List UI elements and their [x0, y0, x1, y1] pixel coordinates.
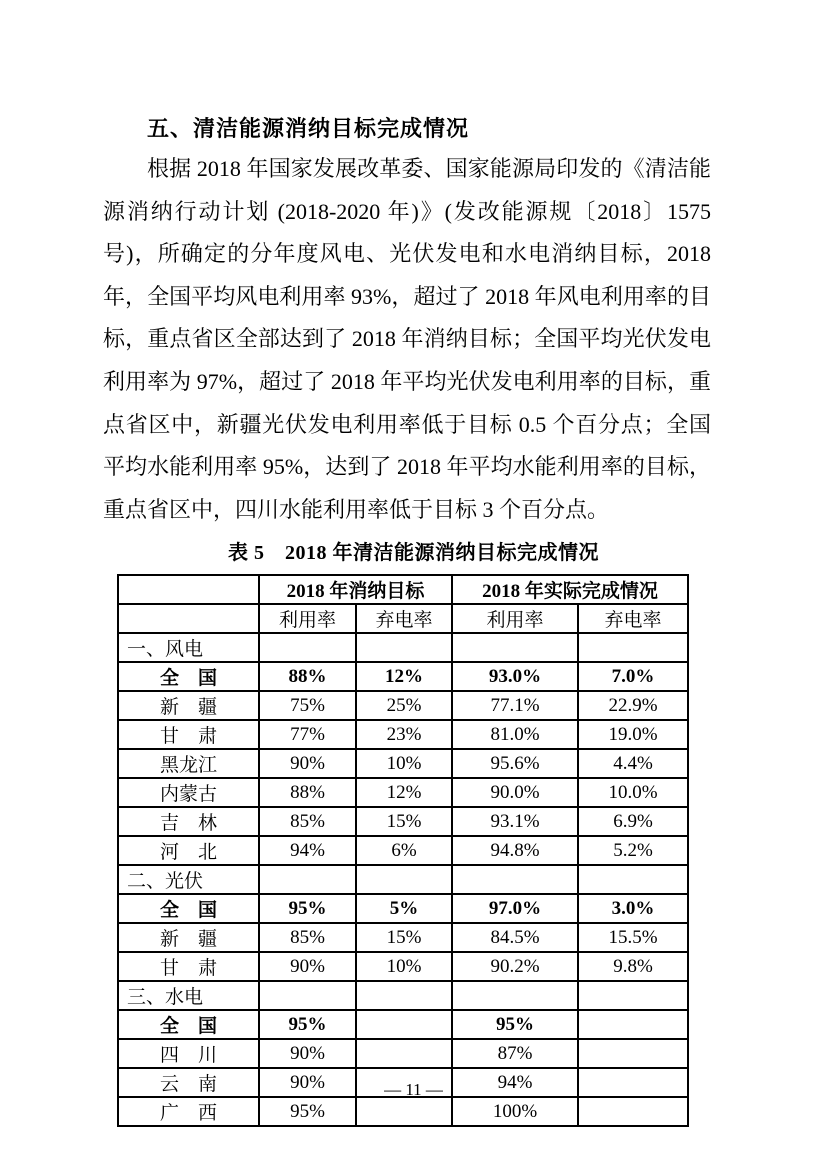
- table-section-row: [118, 633, 688, 662]
- table-data-row: [118, 691, 688, 720]
- value-cell: 12%: [356, 778, 452, 807]
- section-label: 一、风电: [118, 633, 259, 662]
- table-caption: 表 5 2018 年清洁能源消纳目标完成情况: [228, 542, 599, 564]
- empty-cell: [452, 633, 578, 662]
- region-name-cell: 广 西: [118, 1097, 259, 1126]
- value-cell: 4.4%: [578, 749, 688, 778]
- value-cell: 90%: [259, 749, 356, 778]
- region-name-cell: 全 国: [118, 1010, 259, 1039]
- value-cell: 84.5%: [452, 923, 578, 952]
- value-cell: 85%: [259, 807, 356, 836]
- page-number: — 11 —: [384, 1080, 443, 1099]
- table-data-row: [118, 778, 688, 807]
- empty-cell: [259, 633, 356, 662]
- value-cell: 7.0%: [578, 662, 688, 691]
- column-group-actual-2018: 2018 年实际完成情况: [452, 575, 688, 604]
- subheader-curtailment-rate-target: 弃电率: [356, 604, 452, 633]
- table-data-row: [118, 720, 688, 749]
- empty-cell: [356, 633, 452, 662]
- value-cell: 93.1%: [452, 807, 578, 836]
- table-section-row: [118, 981, 688, 1010]
- table-data-row: [118, 952, 688, 981]
- value-cell: 15.5%: [578, 923, 688, 952]
- empty-cell: [578, 981, 688, 1010]
- subheader-utilization-rate-actual: 利用率: [452, 604, 578, 633]
- empty-cell: [578, 633, 688, 662]
- section-label: 二、光伏: [118, 865, 259, 894]
- value-cell: 22.9%: [578, 691, 688, 720]
- table-body: [118, 633, 688, 1126]
- value-cell: 10%: [356, 749, 452, 778]
- table-section-row: [118, 865, 688, 894]
- empty-cell: [452, 981, 578, 1010]
- value-cell: 10.0%: [578, 778, 688, 807]
- region-name-cell: 黑龙江: [118, 749, 259, 778]
- value-cell: 10%: [356, 952, 452, 981]
- region-name-cell: 河 北: [118, 836, 259, 865]
- value-cell: 94.8%: [452, 836, 578, 865]
- column-group-target-2018: 2018 年消纳目标: [259, 575, 452, 604]
- region-name-cell: 甘 肃: [118, 720, 259, 749]
- value-cell: [356, 1010, 452, 1039]
- value-cell: 90%: [259, 952, 356, 981]
- table-data-row: [118, 894, 688, 923]
- value-cell: 94%: [452, 1068, 578, 1097]
- value-cell: 23%: [356, 720, 452, 749]
- subheader-utilization-rate-target: 利用率: [259, 604, 356, 633]
- value-cell: 3.0%: [578, 894, 688, 923]
- value-cell: 85%: [259, 923, 356, 952]
- value-cell: 95%: [259, 1097, 356, 1126]
- table-group-header-row: [118, 575, 688, 604]
- region-name-cell: 新 疆: [118, 691, 259, 720]
- value-cell: [578, 1039, 688, 1068]
- value-cell: 100%: [452, 1097, 578, 1126]
- body-paragraph: 根据 2018 年国家发展改革委、国家能源局印发的《清洁能源消纳行动计划 (2018-2020 年)》(发改能源规〔2018〕1575 号)，所确定的分年度风电、光伏发电和水电消纳目标，2018 年，全国平均风电利用率 93%，超过了 2018 年风电利用率的目标，重点省区全部达到了 2018 年消纳目标；全国平均光伏发电利用率为 97%，超过了 2018 年平均光伏发电利用率的目标，重点省区中，新疆光伏发电利用率低于目标 0.5 个百分点；全国平均水能利用率 95%，达到了 2018 年平均水能利用率的目标，重点省区中，四川水能利用率低于目标 3 个百分点。: [103, 156, 711, 522]
- region-name-cell: 云 南: [118, 1068, 259, 1097]
- table-data-row: [118, 1097, 688, 1126]
- table-data-row: [118, 749, 688, 778]
- value-cell: 15%: [356, 807, 452, 836]
- consumption-target-table: [117, 574, 689, 1127]
- region-name-cell: 甘 肃: [118, 952, 259, 981]
- empty-cell: [259, 981, 356, 1010]
- value-cell: 9.8%: [578, 952, 688, 981]
- value-cell: 5%: [356, 894, 452, 923]
- value-cell: 75%: [259, 691, 356, 720]
- value-cell: 15%: [356, 923, 452, 952]
- value-cell: 5.2%: [578, 836, 688, 865]
- table-data-row: [118, 1010, 688, 1039]
- table-data-row: [118, 836, 688, 865]
- empty-cell: [452, 865, 578, 894]
- value-cell: [578, 1010, 688, 1039]
- value-cell: [356, 1097, 452, 1126]
- region-name-cell: 全 国: [118, 662, 259, 691]
- table-data-row: [118, 1039, 688, 1068]
- region-name-cell: 吉 林: [118, 807, 259, 836]
- empty-cell: [356, 865, 452, 894]
- value-cell: 97.0%: [452, 894, 578, 923]
- value-cell: 12%: [356, 662, 452, 691]
- value-cell: 90.2%: [452, 952, 578, 981]
- empty-corner-cell: [118, 604, 259, 633]
- value-cell: 81.0%: [452, 720, 578, 749]
- value-cell: 77.1%: [452, 691, 578, 720]
- empty-cell: [356, 981, 452, 1010]
- empty-cell: [259, 865, 356, 894]
- table-data-row: [118, 923, 688, 952]
- region-name-cell: 内蒙古: [118, 778, 259, 807]
- region-name-cell: 四 川: [118, 1039, 259, 1068]
- value-cell: 90%: [259, 1068, 356, 1097]
- value-cell: 95%: [452, 1010, 578, 1039]
- value-cell: [356, 1039, 452, 1068]
- value-cell: 95.6%: [452, 749, 578, 778]
- value-cell: 6.9%: [578, 807, 688, 836]
- value-cell: 88%: [259, 662, 356, 691]
- value-cell: 90.0%: [452, 778, 578, 807]
- value-cell: 87%: [452, 1039, 578, 1068]
- value-cell: 94%: [259, 836, 356, 865]
- value-cell: 90%: [259, 1039, 356, 1068]
- value-cell: 19.0%: [578, 720, 688, 749]
- value-cell: 77%: [259, 720, 356, 749]
- table-subheader-row: [118, 604, 688, 633]
- value-cell: 95%: [259, 1010, 356, 1039]
- value-cell: 88%: [259, 778, 356, 807]
- table-data-row: [118, 807, 688, 836]
- empty-cell: [578, 865, 688, 894]
- table-data-row: [118, 662, 688, 691]
- value-cell: 95%: [259, 894, 356, 923]
- subheader-curtailment-rate-actual: 弃电率: [578, 604, 688, 633]
- value-cell: 25%: [356, 691, 452, 720]
- region-name-cell: 新 疆: [118, 923, 259, 952]
- value-cell: 93.0%: [452, 662, 578, 691]
- section-label: 三、水电: [118, 981, 259, 1010]
- value-cell: [578, 1097, 688, 1126]
- section-heading: 五、清洁能源消纳目标完成情况: [147, 116, 470, 141]
- region-name-cell: 全 国: [118, 894, 259, 923]
- value-cell: 6%: [356, 836, 452, 865]
- empty-corner-cell: [118, 575, 259, 604]
